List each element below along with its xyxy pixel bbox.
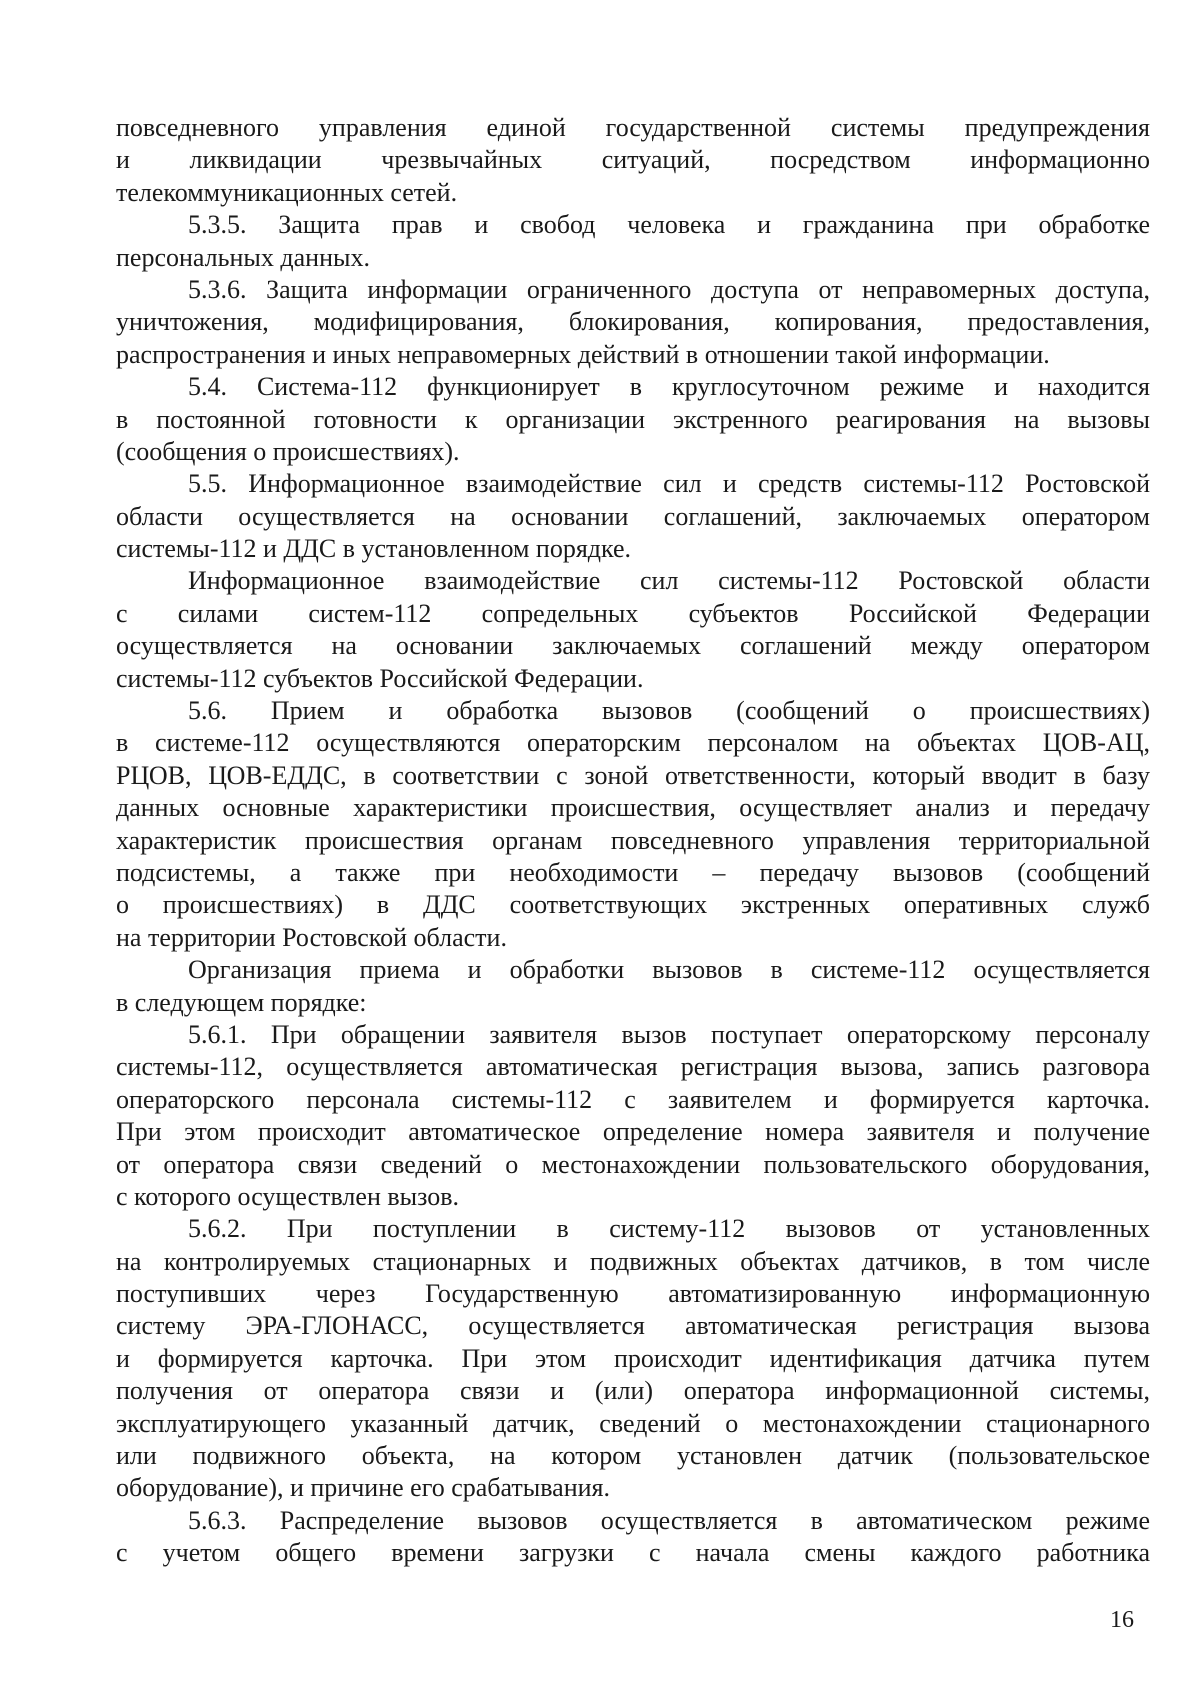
text-line: данных основные характеристики происшествия, осуществляет анализ и передачу <box>116 793 1150 823</box>
paragraph <box>116 1505 1150 1570</box>
text-line: характеристик происшествия органам повседневного управления территориальной <box>116 825 1150 855</box>
text-line: или подвижного объекта, на котором установлен датчик (пользовательское <box>116 1441 1150 1471</box>
text-line: уничтожения, модифицирования, блокирования, копирования, предоставления, <box>116 307 1150 337</box>
paragraph <box>116 565 1150 695</box>
text-line: повседневного управления единой государственной системы предупреждения <box>116 113 1150 142</box>
paragraph <box>116 468 1150 565</box>
text-line: 5.4. Система-112 функционирует в круглосуточном режиме и находится <box>188 372 1150 402</box>
text-line: от оператора связи сведений о местонахождении пользовательского оборудования, <box>116 1149 1150 1179</box>
paragraph <box>116 209 1150 274</box>
text-line: поступивших через Государственную автоматизированную информационную <box>116 1279 1150 1309</box>
text-line: распространения и иных неправомерных действий в отношении такой информации. <box>116 339 1050 369</box>
text-line: осуществляется на основании заключаемых соглашений между оператором <box>116 631 1150 661</box>
text-line: 5.5. Информационное взаимодействие сил и средств системы-112 Ростовской <box>188 469 1150 499</box>
text-line: РЦОВ, ЦОВ-ЕДДС, в соответствии с зоной ответственности, который вводит в базу <box>116 760 1150 790</box>
text-line: оборудование), и причине его срабатывания. <box>116 1473 610 1503</box>
text-line: систему ЭРА-ГЛОНАСС, осуществляется автоматическая регистрация вызова <box>116 1311 1150 1341</box>
document-page <box>116 112 1150 1570</box>
text-line: Информационное взаимодействие сил системы-112 Ростовской области <box>188 566 1150 596</box>
text-line: в постоянной готовности к организации экстренного реагирования на вызовы <box>116 404 1150 434</box>
page-number: 16 <box>1110 1607 1134 1633</box>
text-line: и ликвидации чрезвычайных ситуаций, посредством информационно <box>116 145 1150 175</box>
text-line: в следующем порядке: <box>116 987 367 1017</box>
text-line: на контролируемых стационарных и подвижных объектах датчиков, в том числе <box>116 1246 1150 1276</box>
text-line: подсистемы, а также при необходимости – передачу вызовов (сообщений <box>116 857 1150 887</box>
text-line: о происшествиях) в ДДС соответствующих экстренных оперативных служб <box>116 890 1150 920</box>
text-line: телекоммуникационных сетей. <box>116 177 458 207</box>
text-line: 5.6.2. При поступлении в систему-112 вызовов от установленных <box>188 1214 1150 1244</box>
text-line: 5.6. Прием и обработка вызовов (сообщений о происшествиях) <box>188 696 1150 726</box>
text-line: персональных данных. <box>116 242 370 272</box>
text-line: и формируется карточка. При этом происходит идентификация датчика путем <box>116 1343 1150 1373</box>
text-line: 5.6.3. Распределение вызовов осуществляется в автоматическом режиме <box>188 1505 1150 1535</box>
text-line: операторского персонала системы-112 с заявителем и формируется карточка. <box>116 1084 1150 1114</box>
text-line: (сообщения о происшествиях). <box>116 436 460 466</box>
paragraph <box>116 371 1150 468</box>
text-line: с которого осуществлен вызов. <box>116 1181 460 1211</box>
paragraph <box>116 112 1150 209</box>
text-line: системы-112 субъектов Российской Федерации. <box>116 663 644 693</box>
text-line: получения от оператора связи и (или) оператора информационной системы, <box>116 1376 1150 1406</box>
paragraph <box>116 954 1150 1019</box>
text-line: на территории Ростовской области. <box>116 922 507 952</box>
text-line: системы-112, осуществляется автоматическая регистрация вызова, запись разговора <box>116 1052 1150 1082</box>
text-line: системы-112 и ДДС в установленном порядке. <box>116 534 632 564</box>
paragraph <box>116 1019 1150 1213</box>
text-line: области осуществляется на основании соглашений, заключаемых оператором <box>116 501 1150 531</box>
text-line: с силами систем-112 сопредельных субъектов Российской Федерации <box>116 598 1150 628</box>
text-line: в системе-112 осуществляются операторским персоналом на объектах ЦОВ-АЦ, <box>116 728 1150 758</box>
text-line: с учетом общего времени загрузки с начала смены каждого работника <box>116 1538 1150 1568</box>
paragraph <box>116 274 1150 371</box>
text-line: эксплуатирующего указанный датчик, сведений о местонахождении стационарного <box>116 1408 1150 1438</box>
paragraph <box>116 695 1150 954</box>
text-line: 5.3.6. Защита информации ограниченного доступа от неправомерных доступа, <box>188 274 1150 304</box>
paragraph <box>116 1213 1150 1505</box>
text-line: При этом происходит автоматическое определение номера заявителя и получение <box>116 1117 1150 1147</box>
text-line: Организация приема и обработки вызовов в системе-112 осуществляется <box>188 955 1150 985</box>
text-line: 5.3.5. Защита прав и свобод человека и гражданина при обработке <box>188 210 1150 240</box>
text-line: 5.6.1. При обращении заявителя вызов поступает операторскому персоналу <box>188 1019 1150 1049</box>
